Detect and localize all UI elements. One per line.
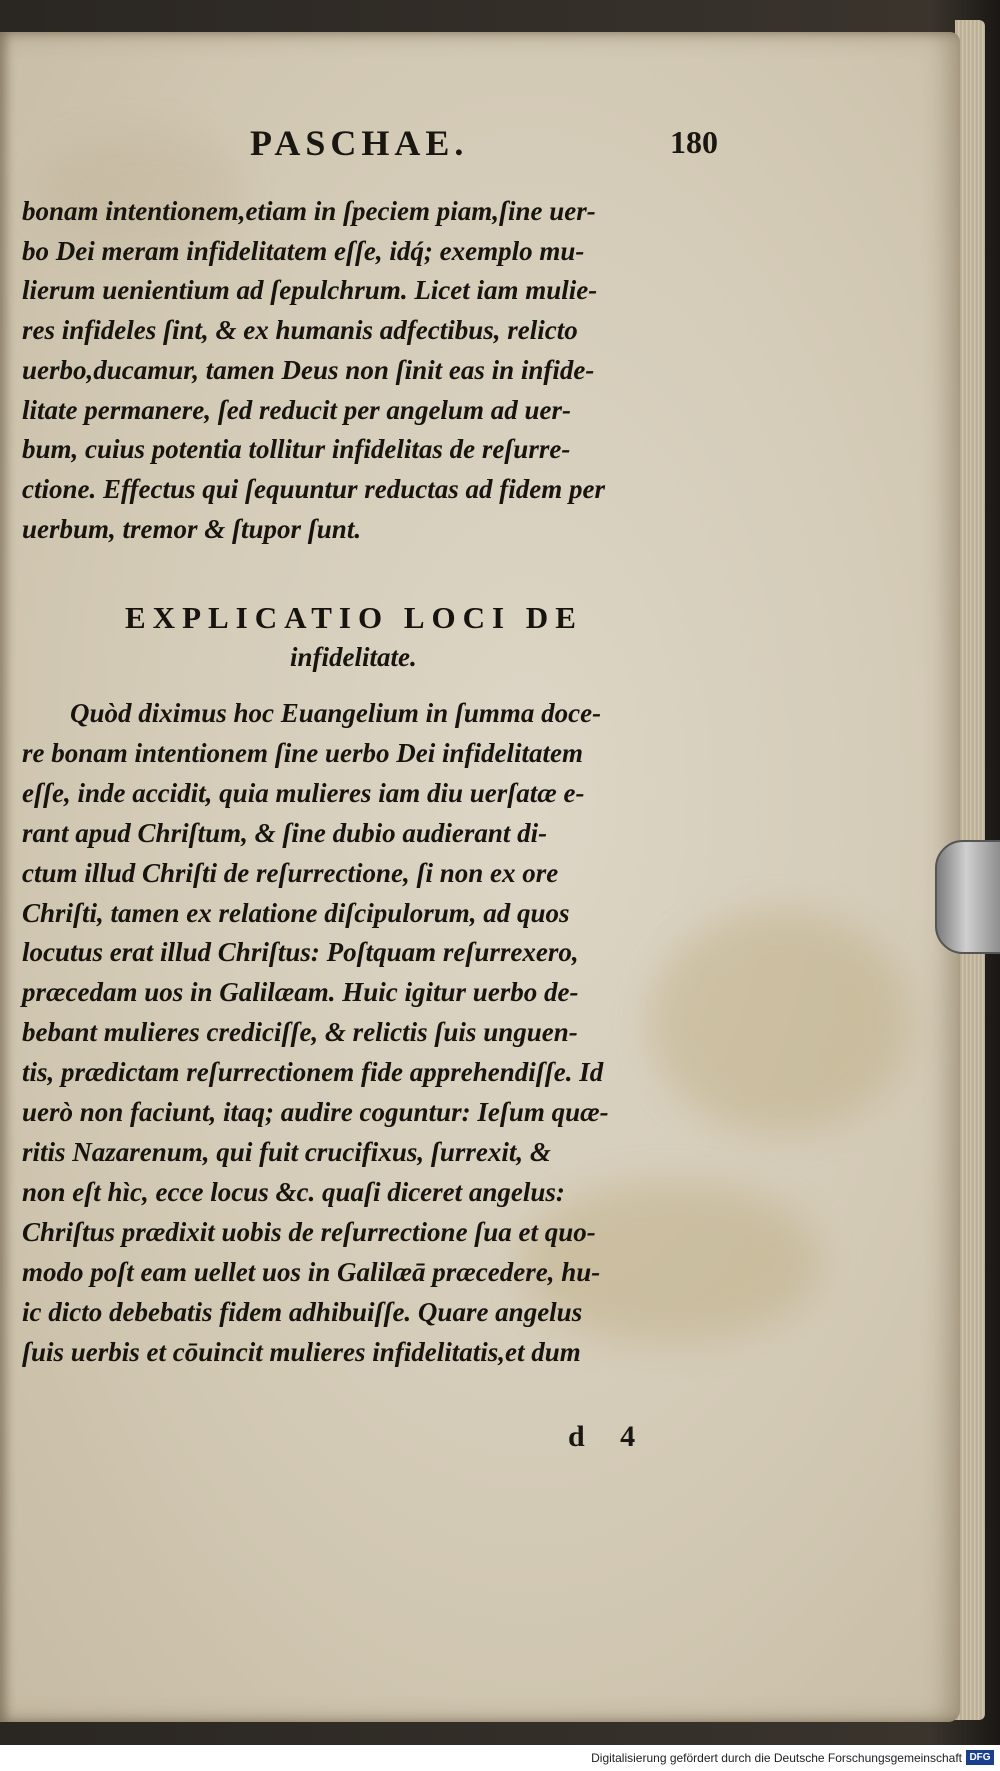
text-line: bonam intentionem,etiam in ſpeciem piam,ſine uer- xyxy=(22,196,596,226)
text-line: uerò non faciunt, itaq; audire coguntur: Ieſum quæ- xyxy=(22,1097,609,1128)
page-number: 180 xyxy=(670,124,718,160)
signature-mark: d 4 xyxy=(568,1420,650,1453)
body-text xyxy=(22,192,742,549)
text-line: locutus erat illud Chriſtus: Poſtquam reſurrexero, xyxy=(22,937,579,968)
text-line: litate permanere, ſed reducit per angelum ad uer- xyxy=(22,394,571,425)
text-line: res infideles ſint, & ex humanis adfectibus, relicto xyxy=(22,315,578,346)
text-line: bebant mulieres crediciſſe, & relictis ſuis unguen- xyxy=(22,1017,578,1048)
text-line: ctum illud Chriſti de reſurrectione, ſi non ex ore xyxy=(22,857,559,888)
text-line: bo Dei meram infidelitatem eſſe, idq́; exemplo mu- xyxy=(22,235,585,266)
section-text xyxy=(22,694,742,1372)
text-line: non eſt hìc, ecce locus &c. quaſi diceret angelus: xyxy=(22,1176,565,1207)
text-line: Quòd diximus hoc Euangelium in ſumma doce- xyxy=(70,698,602,728)
text-line: eſſe, inde accidit, quia mulieres iam diu uerſatæ e- xyxy=(22,777,585,808)
text-line: modo poſt eam uellet uos in Galilæā præcedere, hu- xyxy=(22,1256,601,1287)
page-clip xyxy=(935,840,1000,954)
text-line: lierum uenientium ad ſepulchrum. Licet iam mulie- xyxy=(22,275,598,306)
text-line: uerbum, tremor & ſtupor ſunt. xyxy=(22,513,362,544)
text-line: uerbo,ducamur, tamen Deus non ſinit eas in infide- xyxy=(22,354,595,385)
text-line: Chriſtus prædixit uobis de reſurrectione ſua et quo- xyxy=(22,1216,596,1247)
footer-credit: Digitalisierung gefördert durch die Deutsche Forschungsgemeinschaft xyxy=(591,1751,962,1765)
running-title: PASCHAE. xyxy=(250,123,469,163)
text-line: ctione. Effectus qui ſequuntur reductas ad fidem per xyxy=(22,473,606,504)
footer-bar xyxy=(0,1745,1000,1771)
page-header xyxy=(0,122,960,182)
section-heading-line1: EXPLICATIO LOCI DE xyxy=(125,600,583,635)
text-line: tis, prædictam reſurrectionem fide apprehendiſſe. Id xyxy=(22,1057,604,1088)
text-line: præcedam uos in Galilæam. Huic igitur uerbo de- xyxy=(22,977,579,1008)
text-line: ſuis uerbis et cōuincit mulieres infidelitatis,et dum xyxy=(22,1336,581,1367)
text-line: rant apud Chriſtum, & ſine dubio audierant di- xyxy=(22,817,548,848)
text-line: ic dicto debebatis fidem adhibuiſſe. Quare angelus xyxy=(22,1296,583,1327)
text-line: bum, cuius potentia tollitur infidelitas de reſurre- xyxy=(22,434,571,465)
text-line: Chriſti, tamen ex relatione diſcipulorum, ad quos xyxy=(22,897,570,928)
book-page xyxy=(0,32,960,1722)
dfg-logo: DFG xyxy=(966,1750,994,1765)
text-line: re bonam intentionem ſine uerbo Dei infidelitatem xyxy=(22,737,584,768)
text-line: ritis Nazarenum, qui fuit crucifixus, ſurrexit, & xyxy=(22,1136,551,1167)
section-heading xyxy=(0,600,960,690)
section-heading-line2: infidelitate. xyxy=(290,642,417,672)
